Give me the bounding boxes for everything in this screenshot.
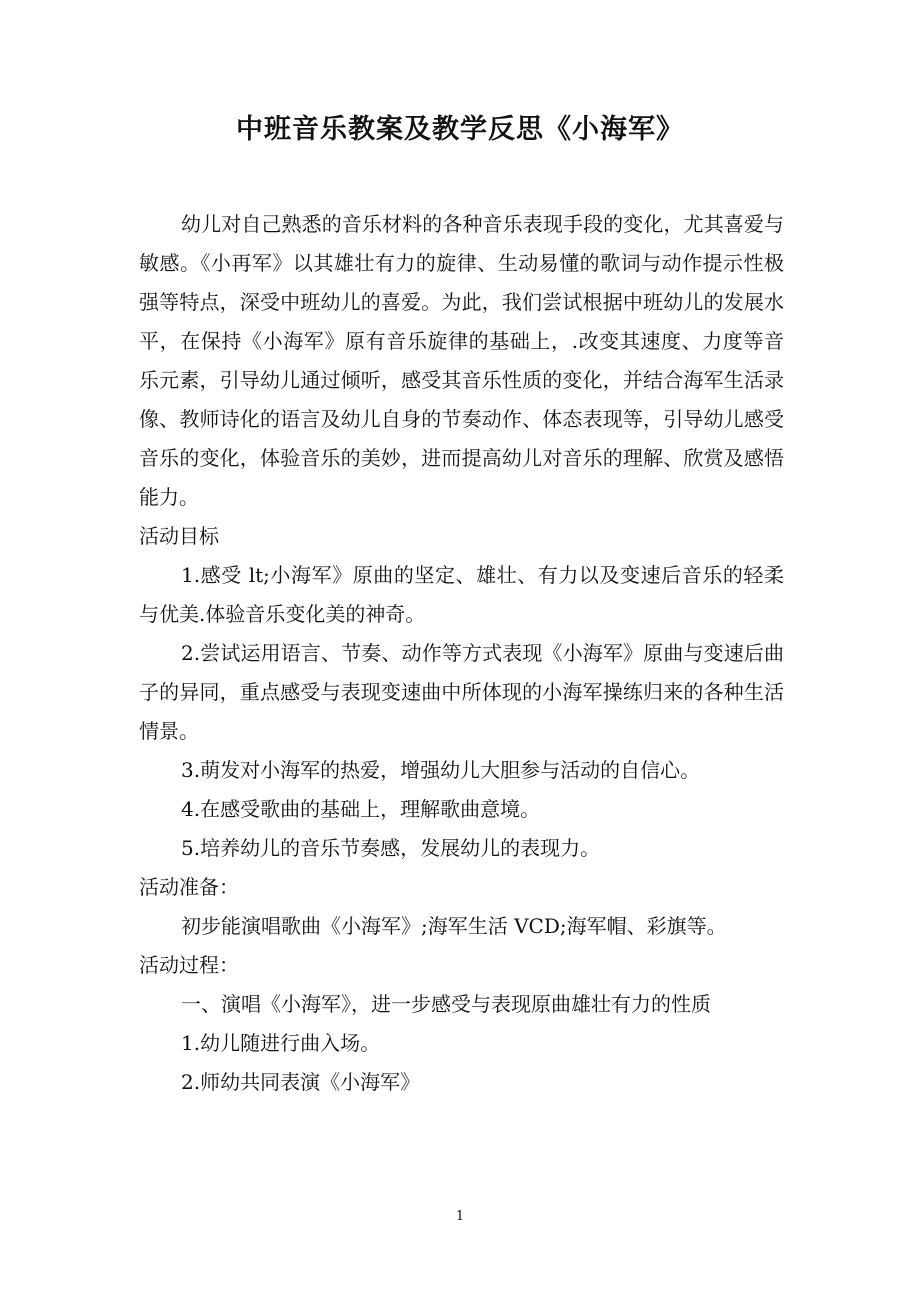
- prep-heading: 活动准备：: [139, 875, 239, 899]
- prep-text: 初步能演唱歌曲《小海军》;海军生活 VCD;海军帽、彩旗等。: [181, 914, 727, 938]
- goals-heading: 活动目标: [139, 524, 219, 548]
- page-number: 1: [455, 1209, 465, 1224]
- process-step-3: 2.师幼共同表演《小海军》: [181, 1070, 421, 1094]
- goal-item-4: 4.在感受歌曲的基础上，理解歌曲意境。: [181, 797, 541, 821]
- document-body: [139, 205, 784, 1102]
- goal-item-2: 2.尝试运用语言、节奏、动作等方式表现《小海军》原曲与变速后曲子的异同，重点感受与表现变速曲中所体现的小海军操练归来的各种生活情景。: [139, 641, 784, 743]
- goal-item-5: 5.培养幼儿的音乐节奏感，发展幼儿的表现力。: [181, 836, 601, 860]
- process-step-2: 1.幼儿随进行曲入场。: [181, 1031, 381, 1055]
- goal-item-3: 3.萌发对小海军的热爱，增强幼儿大胆参与活动的自信心。: [181, 758, 701, 782]
- goal-item-1: 1.感受 lt;小海军》原曲的坚定、雄壮、有力以及变速后音乐的轻柔与优美.体验音乐变化美的神奇。: [139, 563, 784, 626]
- process-step-1: 一、演唱《小海军》，进一步感受与表现原曲雄壮有力的性质: [181, 992, 711, 1016]
- intro-paragraph: 幼儿对自己熟悉的音乐材料的各种音乐表现手段的变化，尤其喜爱与敏感。《小再军》以其雄壮有力的旋律、生动易懂的歌词与动作提示性极强等特点，深受中班幼儿的喜爱。为此，我们尝试根据中班幼儿的发展水平，在保持《小海军》原有音乐旋律的基础上，.改变其速度、力度等音乐元素，引导幼儿通过倾听，感受其音乐性质的变化，并结合海军生活录像、教师诗化的语言及幼儿自身的节奏动作、体态表现等，引导幼儿感受音乐的变化，体验音乐的美妙，进而提高幼儿对音乐的理解、欣赏及感悟能力。: [139, 212, 784, 509]
- document-title: 中班音乐教案及教学反思《小海军》: [236, 114, 684, 145]
- process-heading: 活动过程：: [139, 953, 239, 977]
